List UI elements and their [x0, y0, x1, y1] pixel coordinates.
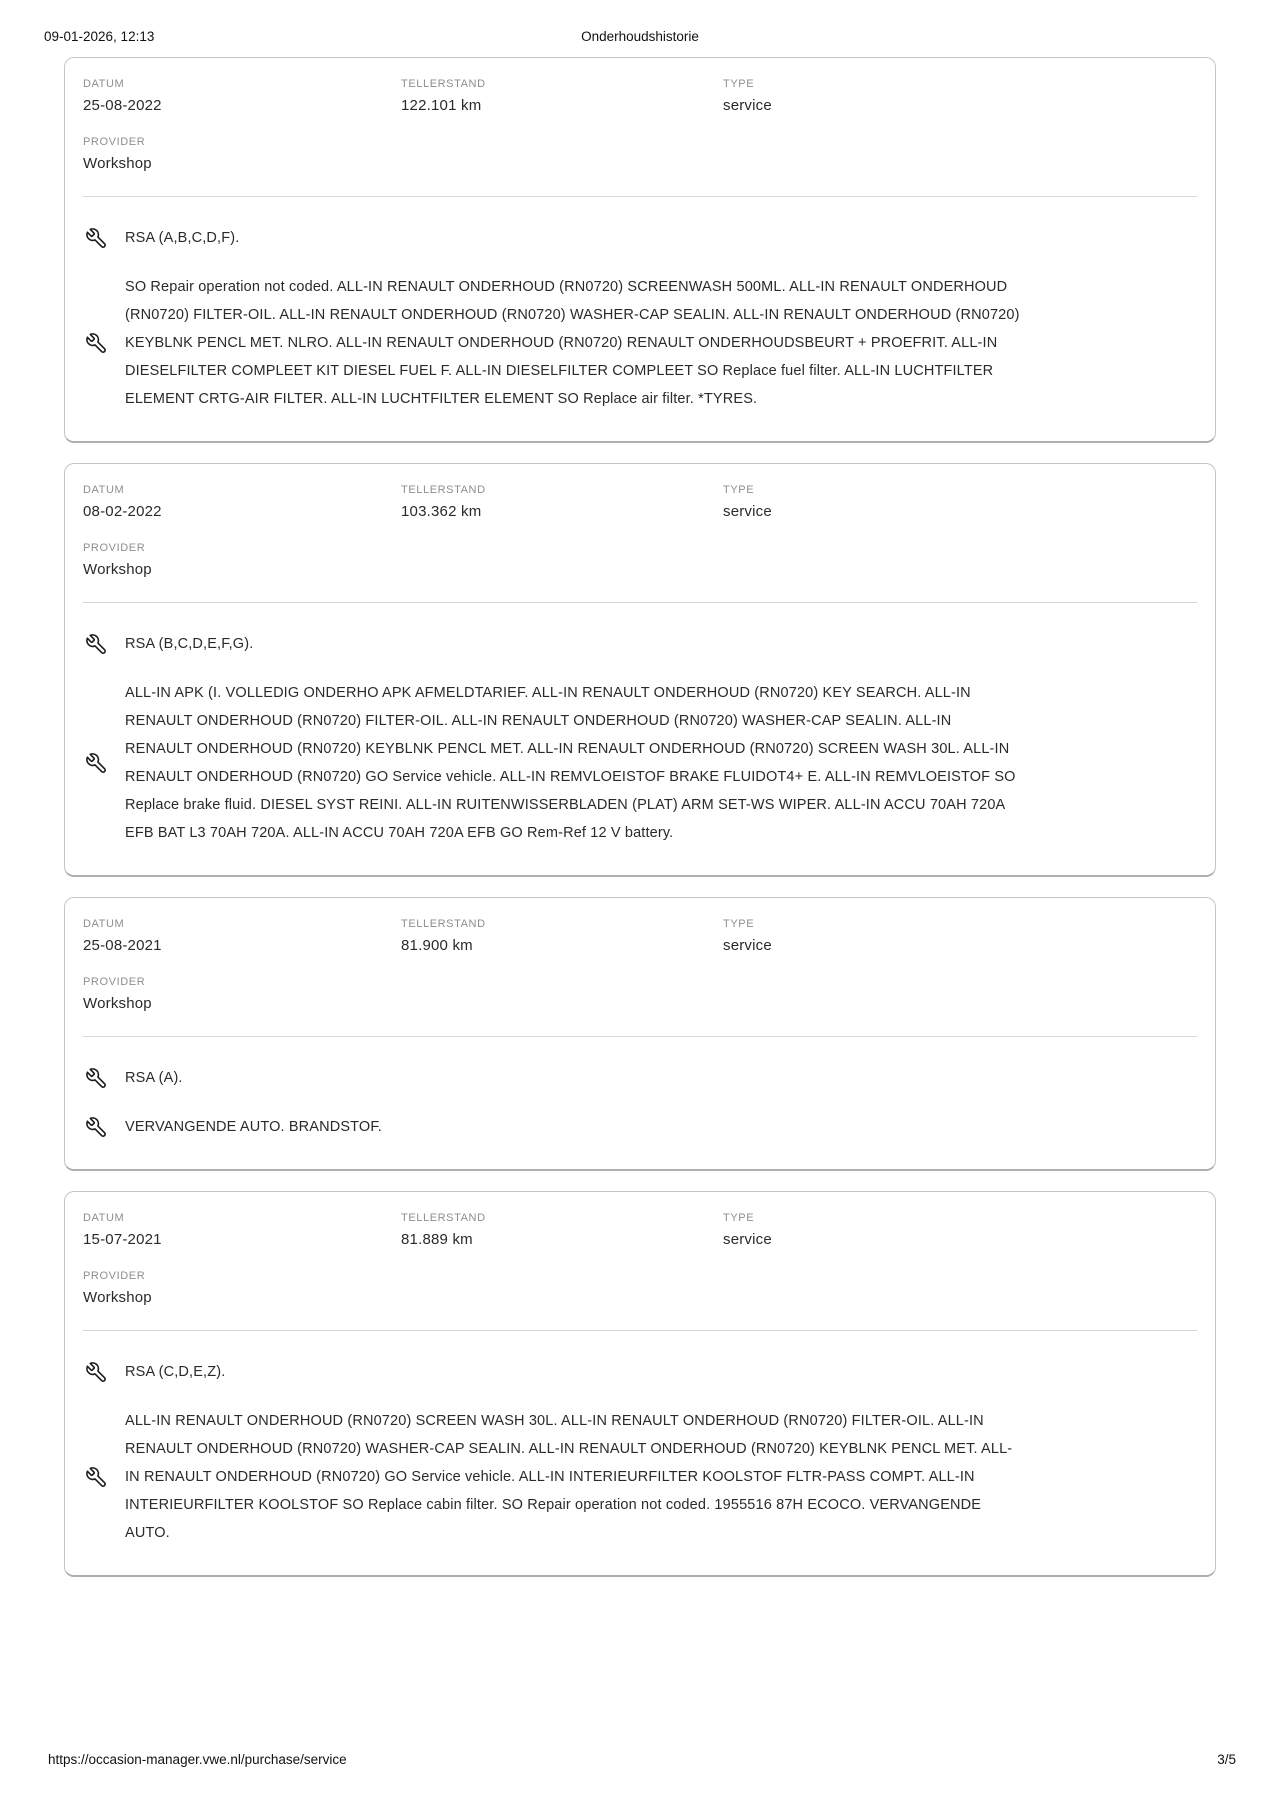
tellerstand-value: 103.362 km	[401, 503, 482, 520]
datum-value: 25-08-2021	[83, 937, 162, 954]
tellerstand-label: TELLERSTAND	[401, 484, 486, 496]
wrench-icon	[83, 633, 108, 656]
service-item-row	[83, 679, 1197, 847]
datum-label: DATUM	[83, 78, 125, 90]
datum-value: 15-07-2021	[83, 1231, 162, 1248]
tellerstand-value: 81.900 km	[401, 937, 473, 954]
card-divider	[83, 1036, 1197, 1037]
wrench-icon	[83, 227, 108, 250]
service-records-list	[64, 57, 1216, 1577]
datum-field	[83, 78, 401, 114]
service-item-row	[83, 1358, 1197, 1386]
datum-field	[83, 484, 401, 520]
tellerstand-field	[401, 78, 723, 114]
provider-label: PROVIDER	[83, 542, 146, 554]
type-label: TYPE	[723, 78, 755, 90]
print-datetime: 09-01-2026, 12:13	[44, 29, 155, 44]
provider-label: PROVIDER	[83, 136, 146, 148]
provider-value: Workshop	[83, 155, 152, 172]
wrench-icon	[83, 1361, 108, 1384]
datum-value: 08-02-2022	[83, 503, 162, 520]
type-label: TYPE	[723, 1212, 755, 1224]
service-item-row	[83, 1407, 1197, 1547]
datum-label: DATUM	[83, 1212, 125, 1224]
service-items	[83, 1358, 1197, 1547]
service-item-text: RSA (A).	[125, 1070, 183, 1086]
wrench-icon	[83, 752, 108, 775]
wrench-icon	[83, 1116, 108, 1139]
provider-label: PROVIDER	[83, 1270, 146, 1282]
record-meta	[83, 78, 1197, 172]
service-item-text: ALL-IN RENAULT ONDERHOUD (RN0720) SCREEN WASH 30L. ALL-IN RENAULT ONDERHOUD (RN0720) FILTER-OIL. ALL-IN RENAULT ONDERHOUD (RN0720) WASHER-CAP SEALIN. ALL-IN RENAULT ONDERHOUD (RN0720) KEYBLNK PENCL MET. ALL-IN RENAULT ONDERHOUD (RN0720) GO Service vehicle. ALL-IN INTERIEURFILTER KOOLSTOF FLTR-PASS COMPT. ALL-IN INTERIEURFILTER KOOLSTOF SO Replace cabin filter. SO Repair operation not coded. 1955516 87H ECOCO. VERVANGENDE AUTO.	[125, 1413, 1013, 1541]
record-meta	[83, 484, 1197, 578]
datum-label: DATUM	[83, 918, 125, 930]
type-value: service	[723, 503, 772, 520]
provider-field	[83, 1270, 401, 1306]
type-label: TYPE	[723, 918, 755, 930]
wrench-icon	[83, 1067, 108, 1090]
service-record-card	[64, 1191, 1216, 1577]
service-item-text: SO Repair operation not coded. ALL-IN RENAULT ONDERHOUD (RN0720) SCREENWASH 500ML. ALL-IN RENAULT ONDERHOUD (RN0720) FILTER-OIL. ALL-IN RENAULT ONDERHOUD (RN0720) WASHER-CAP SEALIN. ALL-IN RENAULT ONDERHOUD (RN0720) KEYBLNK PENCL MET. NLRO. ALL-IN RENAULT ONDERHOUD (RN0720) RENAULT ONDERHOUDSBEURT + PROEFRIT. ALL-IN DIESELFILTER COMPLEET KIT DIESEL FUEL F. ALL-IN DIESELFILTER COMPLEET SO Replace fuel filter. ALL-IN LUCHTFILTER ELEMENT CRTG-AIR FILTER. ALL-IN LUCHTFILTER ELEMENT SO Replace air filter. *TYRES.	[125, 279, 1020, 407]
type-field	[723, 1212, 1197, 1248]
provider-field	[83, 136, 401, 172]
service-item-text: RSA (B,C,D,E,F,G).	[125, 636, 254, 652]
wrench-icon	[83, 1466, 108, 1489]
print-header	[0, 0, 1280, 46]
type-field	[723, 484, 1197, 520]
type-field	[723, 78, 1197, 114]
record-meta	[83, 918, 1197, 1012]
service-items	[83, 630, 1197, 847]
service-item-text: VERVANGENDE AUTO. BRANDSTOF.	[125, 1119, 382, 1135]
datum-value: 25-08-2022	[83, 97, 162, 114]
service-item-row	[83, 273, 1197, 413]
footer-url: https://occasion-manager.vwe.nl/purchase/service	[48, 1752, 347, 1767]
service-item-text: ALL-IN APK (I. VOLLEDIG ONDERHO APK AFMELDTARIEF. ALL-IN RENAULT ONDERHOUD (RN0720) KEY SEARCH. ALL-IN RENAULT ONDERHOUD (RN0720) FILTER-OIL. ALL-IN RENAULT ONDERHOUD (RN0720) WASHER-CAP SEALIN. ALL-IN RENAULT ONDERHOUD (RN0720) KEYBLNK PENCL MET. ALL-IN RENAULT ONDERHOUD (RN0720) SCREEN WASH 30L. ALL-IN RENAULT ONDERHOUD (RN0720) GO Service vehicle. ALL-IN REMVLOEISTOF BRAKE FLUIDOT4+ E. ALL-IN REMVLOEISTOF SO Replace brake fluid. DIESEL SYST REINI. ALL-IN RUITENWISSERBLADEN (PLAT) ARM SET-WS WIPER. ALL-IN ACCU 70AH 720A EFB BAT L3 70AH 720A. ALL-IN ACCU 70AH 720A EFB GO Rem-Ref 12 V battery.	[125, 685, 1016, 841]
tellerstand-value: 81.889 km	[401, 1231, 473, 1248]
tellerstand-label: TELLERSTAND	[401, 1212, 486, 1224]
record-meta	[83, 1212, 1197, 1306]
tellerstand-field	[401, 484, 723, 520]
service-record-card	[64, 897, 1216, 1171]
provider-value: Workshop	[83, 1289, 152, 1306]
service-item-row	[83, 630, 1197, 658]
provider-value: Workshop	[83, 995, 152, 1012]
service-items	[83, 224, 1197, 413]
datum-label: DATUM	[83, 484, 125, 496]
footer-page-indicator: 3/5	[1217, 1752, 1236, 1767]
service-item-row	[83, 1064, 1197, 1092]
type-value: service	[723, 1231, 772, 1248]
card-divider	[83, 1330, 1197, 1331]
tellerstand-field	[401, 918, 723, 954]
provider-field	[83, 542, 401, 578]
type-value: service	[723, 937, 772, 954]
type-label: TYPE	[723, 484, 755, 496]
wrench-icon	[83, 332, 108, 355]
page-title: Onderhoudshistorie	[581, 29, 699, 44]
card-divider	[83, 602, 1197, 603]
print-footer	[48, 1752, 1236, 1767]
card-divider	[83, 196, 1197, 197]
tellerstand-value: 122.101 km	[401, 97, 482, 114]
service-item-text: RSA (A,B,C,D,F).	[125, 230, 240, 246]
service-record-card	[64, 463, 1216, 877]
service-item-row	[83, 224, 1197, 252]
provider-label: PROVIDER	[83, 976, 146, 988]
tellerstand-field	[401, 1212, 723, 1248]
service-item-text: RSA (C,D,E,Z).	[125, 1364, 226, 1380]
service-items	[83, 1064, 1197, 1141]
type-value: service	[723, 97, 772, 114]
tellerstand-label: TELLERSTAND	[401, 918, 486, 930]
service-record-card	[64, 57, 1216, 443]
service-item-row	[83, 1113, 1197, 1141]
datum-field	[83, 1212, 401, 1248]
datum-field	[83, 918, 401, 954]
provider-field	[83, 976, 401, 1012]
tellerstand-label: TELLERSTAND	[401, 78, 486, 90]
provider-value: Workshop	[83, 561, 152, 578]
type-field	[723, 918, 1197, 954]
